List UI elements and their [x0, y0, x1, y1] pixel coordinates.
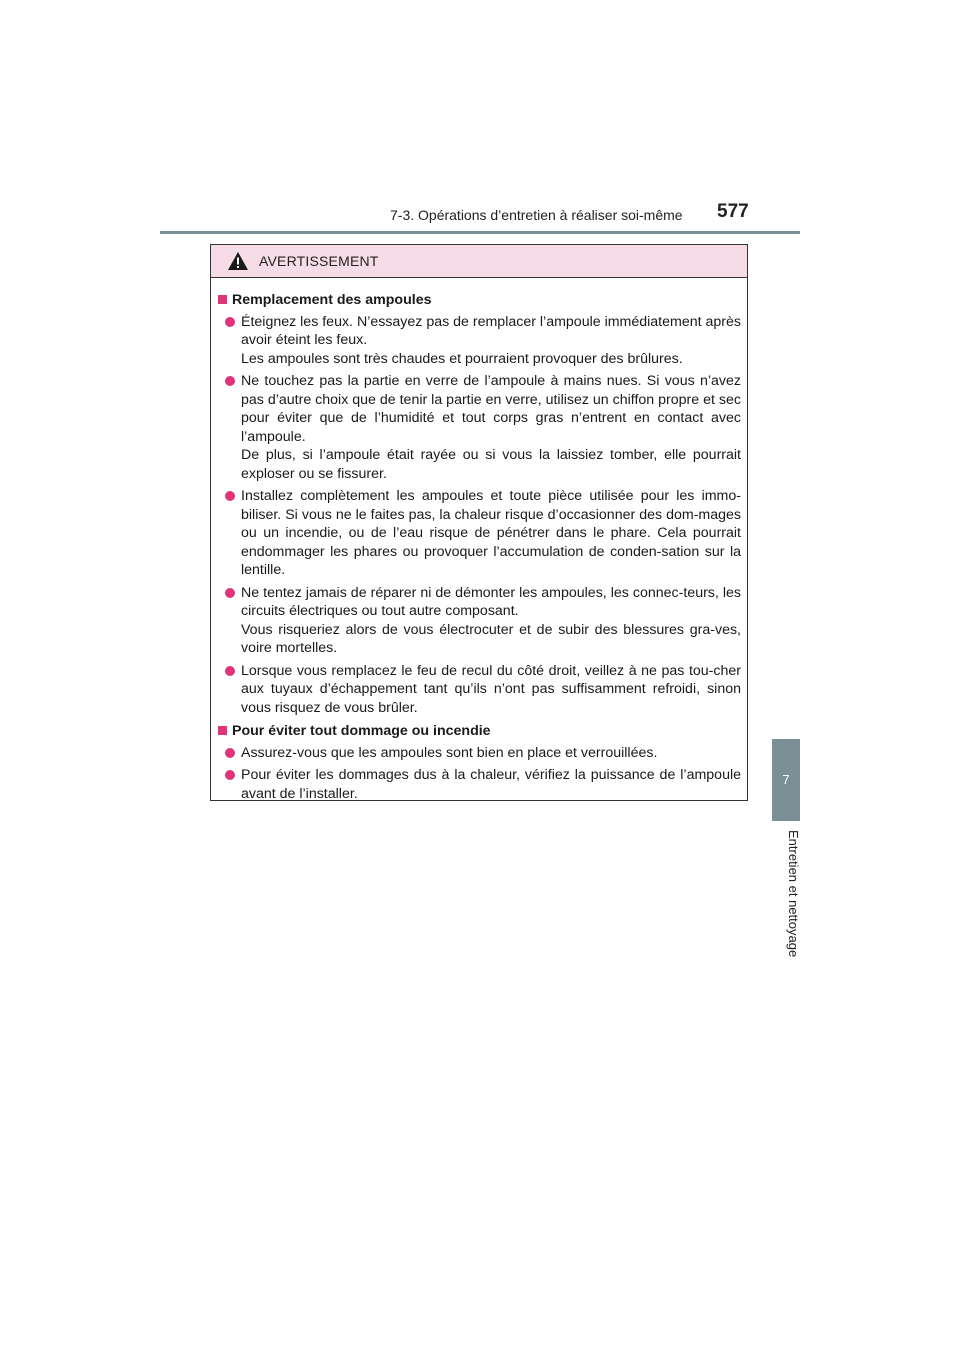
round-bullet-icon — [225, 491, 235, 501]
warning-paragraph: De plus, si l’ampoule était rayée ou si vous la laissiez tomber, elle pourrait exploser ou se fissurer. — [241, 447, 741, 482]
warning-item-text — [241, 744, 741, 763]
warning-paragraph: Installez complètement les ampoules et toute pièce utilisée pour les immo-biliser. Si vous ne le faites pas, la chaleur risque d’occasionner des dom-mages ou un incendie, ou de l’eau risque de pénétrer dans le phare. Cela pourrait endommager les phares ou provoquer l’accumulation de conden-sation sur la lentille. — [241, 488, 741, 578]
round-bullet-icon — [225, 376, 235, 386]
round-bullet-icon — [225, 666, 235, 676]
square-bullet-icon — [218, 295, 227, 304]
section-heading-text: Pour éviter tout dommage ou incendie — [232, 723, 491, 739]
warning-item-text — [241, 313, 741, 369]
round-bullet-icon — [225, 748, 235, 758]
round-bullet-icon — [225, 770, 235, 780]
warning-item-text — [241, 487, 741, 580]
warning-paragraph: Éteignez les feux. N’essayez pas de remplacer l’ampoule immédiatement après avoir éteint les feux. — [241, 313, 741, 348]
warning-item-text — [241, 372, 741, 483]
warning-title: AVERTISSEMENT — [259, 253, 379, 269]
warning-paragraph: Vous risqueriez alors de vous électrocuter et de subir des blessures gra-ves, voire mortelles. — [241, 621, 741, 656]
warning-item — [217, 372, 741, 483]
warning-triangle-icon — [227, 251, 249, 271]
warning-item — [217, 313, 741, 369]
warning-box — [210, 244, 748, 801]
warning-paragraph: Les ampoules sont très chaudes et pourraient provoquer des brûlures. — [241, 350, 683, 367]
section-title: 7-3. Opérations d’entretien à réaliser soi-même — [390, 207, 683, 223]
warning-item — [217, 744, 741, 763]
warning-item-text — [241, 766, 741, 803]
warning-section-heading — [217, 722, 741, 741]
warning-item — [217, 487, 741, 580]
warning-item-list — [217, 313, 741, 718]
round-bullet-icon — [225, 588, 235, 598]
warning-body — [211, 278, 747, 803]
warning-item-text — [241, 662, 741, 718]
warning-item — [217, 766, 741, 803]
warning-item — [217, 662, 741, 718]
warning-section-heading — [217, 291, 741, 310]
chapter-number: 7 — [782, 772, 790, 787]
warning-paragraph: Lorsque vous remplacez le feu de recul du côté droit, veillez à ne pas tou-cher aux tuyaux d’échappement tant qu’ils n’ont pas suffisamment refroidi, sinon vous risquez de vous brûler. — [241, 662, 741, 716]
square-bullet-icon — [218, 726, 227, 735]
warning-paragraph: Pour éviter les dommages dus à la chaleur, vérifiez la puissance de l’ampoule avant de l’installer. — [241, 767, 741, 802]
warning-header — [211, 245, 747, 278]
chapter-label: Entretien et nettoyage — [786, 830, 801, 958]
warning-paragraph: Ne touchez pas la partie en verre de l’ampoule à mains nues. Si vous n’avez pas d’autre choix que de tenir la partie en verre, utilisez un chiffon propre et sec pour éviter que de l’humidité et tout corps gras n’entrent en contact avec l’ampoule. — [241, 373, 741, 445]
header-rule — [160, 231, 800, 234]
warning-paragraph: Ne tentez jamais de réparer ni de démonter les ampoules, les connec-teurs, les circuits électriques ou tout autre composant. — [241, 584, 741, 619]
warning-item — [217, 584, 741, 658]
page-number: 577 — [717, 201, 749, 222]
warning-item-text — [241, 584, 741, 658]
section-heading-text: Remplacement des ampoules — [232, 292, 432, 308]
warning-paragraph: Assurez-vous que les ampoules sont bien en place et verrouillées. — [241, 744, 658, 761]
round-bullet-icon — [225, 317, 235, 327]
warning-item-list — [217, 744, 741, 804]
